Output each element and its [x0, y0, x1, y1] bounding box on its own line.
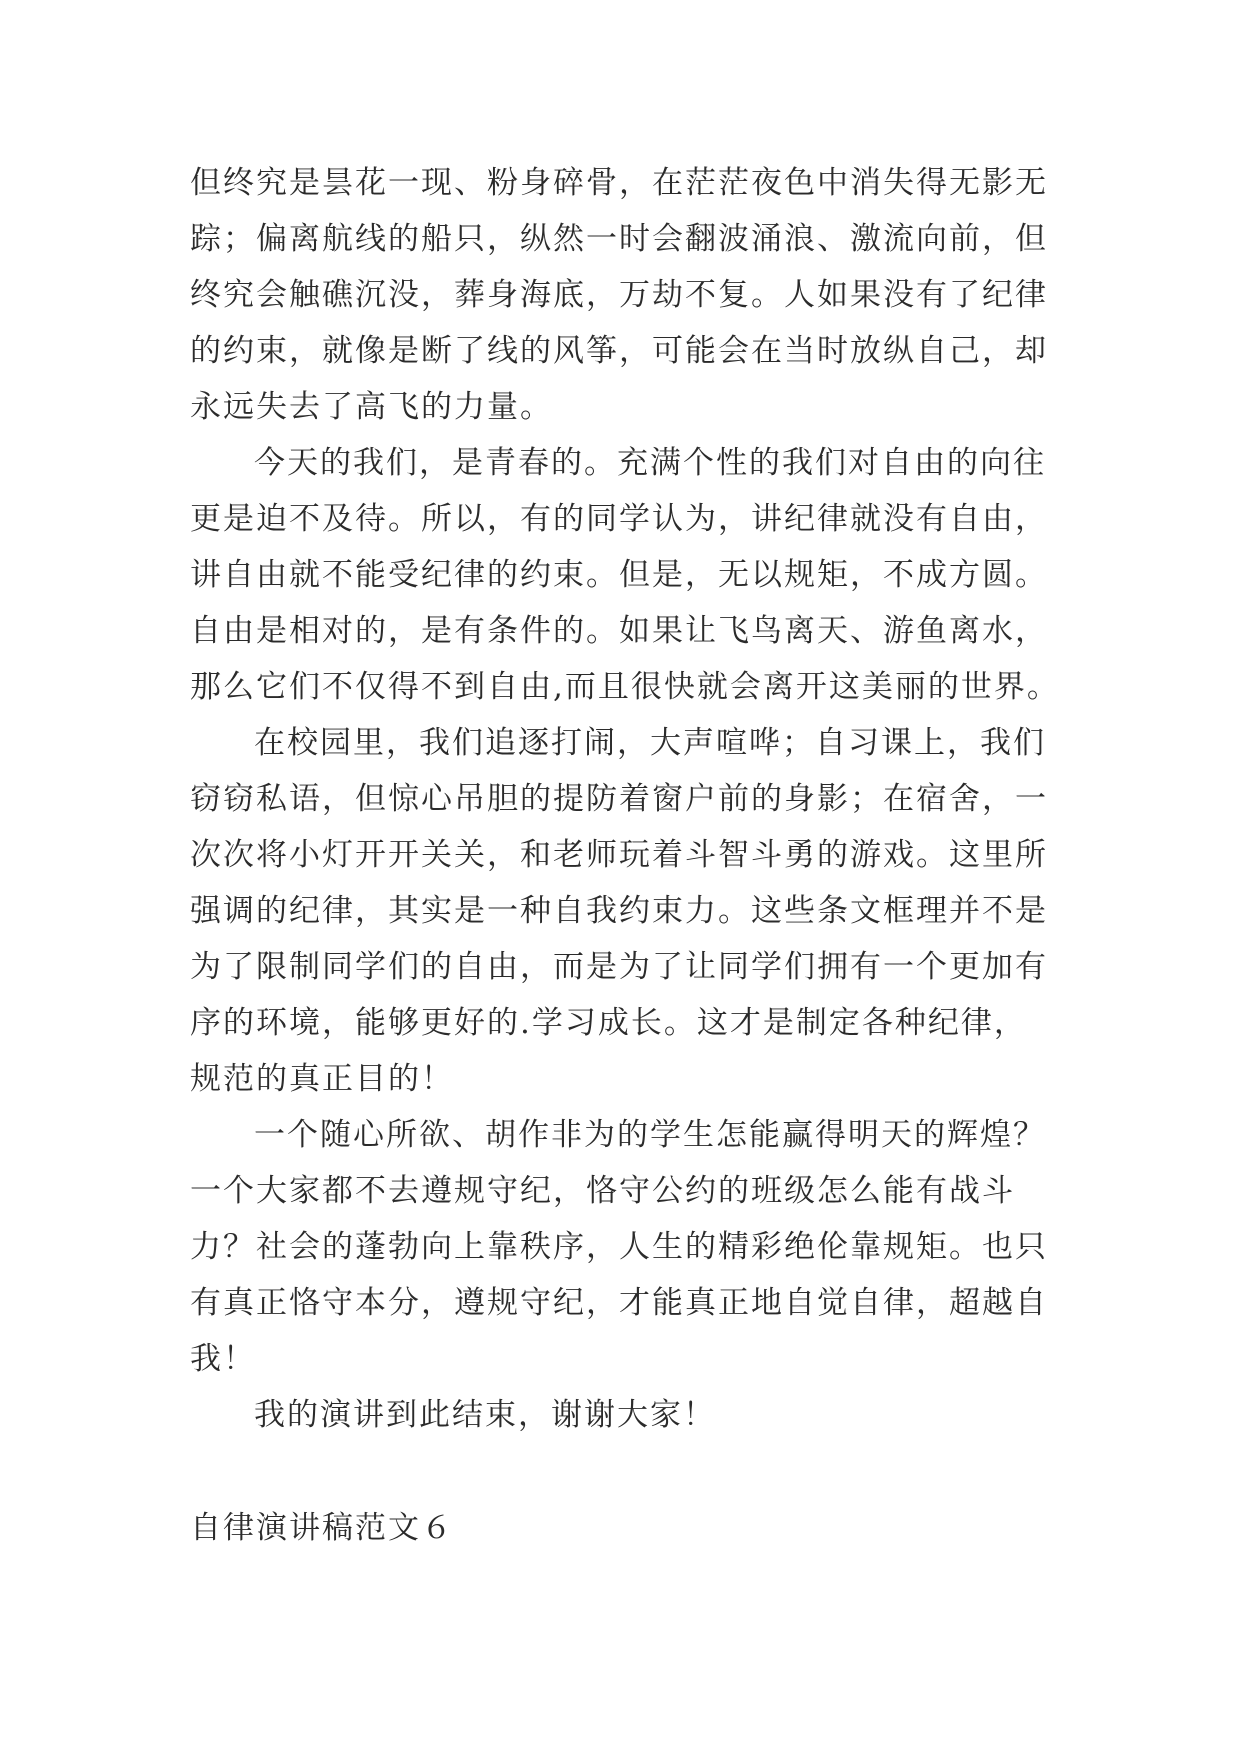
- section-heading: 自律演讲稿范文６: [190, 1510, 454, 1546]
- text-line: 更是迫不及待。所以，有的同学认为，讲纪律就没有自由，: [190, 501, 1048, 537]
- text-line: 永远失去了高飞的力量。: [190, 389, 553, 425]
- text-line: 次次将小灯开开关关，和老师玩着斗智斗勇的游戏。这里所: [190, 837, 1048, 873]
- text-line: 力？社会的蓬勃向上靠秩序，人生的精彩绝伦靠规矩。也只: [190, 1229, 1048, 1265]
- text-line: 的约束，就像是断了线的风筝，可能会在当时放纵自己，却: [190, 333, 1048, 369]
- text-line: 有真正恪守本分，遵规守纪，才能真正地自觉自律，超越自: [190, 1285, 1048, 1321]
- text-line: 踪；偏离航线的船只，纵然一时会翻波涌浪、激流向前，但: [190, 221, 1048, 257]
- text-line: 序的环境，能够更好的.学习成长。这才是制定各种纪律，: [190, 1005, 1027, 1041]
- text-line: 窃窃私语，但惊心吊胆的提防着窗户前的身影；在宿舍，一: [190, 781, 1048, 817]
- text-line: 讲自由就不能受纪律的约束。但是，无以规矩，不成方圆。: [190, 557, 1048, 593]
- text-line: 我！: [190, 1341, 256, 1377]
- body-text: [190, 155, 1060, 1443]
- paragraph-start-line: 一个随心所欲、胡作非为的学生怎能赢得明天的辉煌？: [254, 1117, 1046, 1153]
- paragraph-start-line: 今天的我们，是青春的。充满个性的我们对自由的向往: [254, 445, 1046, 481]
- paragraph-start-line: 我的演讲到此结束，谢谢大家！: [254, 1397, 716, 1433]
- text-line: 一个大家都不去遵规守纪，恪守公约的班级怎么能有战斗: [190, 1173, 1015, 1209]
- text-line: 终究会触礁沉没，葬身海底，万劫不复。人如果没有了纪律: [190, 277, 1048, 313]
- text-line: 自由是相对的，是有条件的。如果让飞鸟离天、游鱼离水，: [190, 613, 1048, 649]
- text-line: 但终究是昙花一现、粉身碎骨，在茫茫夜色中消失得无影无: [190, 165, 1048, 201]
- text-line: 那么它们不仅得不到自由,而且很快就会离开这美丽的世界。: [190, 669, 1060, 705]
- text-line: 为了限制同学们的自由，而是为了让同学们拥有一个更加有: [190, 949, 1048, 985]
- text-line: 强调的纪律，其实是一种自我约束力。这些条文框理并不是: [190, 893, 1048, 929]
- paragraph-start-line: 在校园里，我们追逐打闹，大声喧哗；自习课上，我们: [254, 725, 1046, 761]
- text-line: 规范的真正目的！: [190, 1061, 454, 1097]
